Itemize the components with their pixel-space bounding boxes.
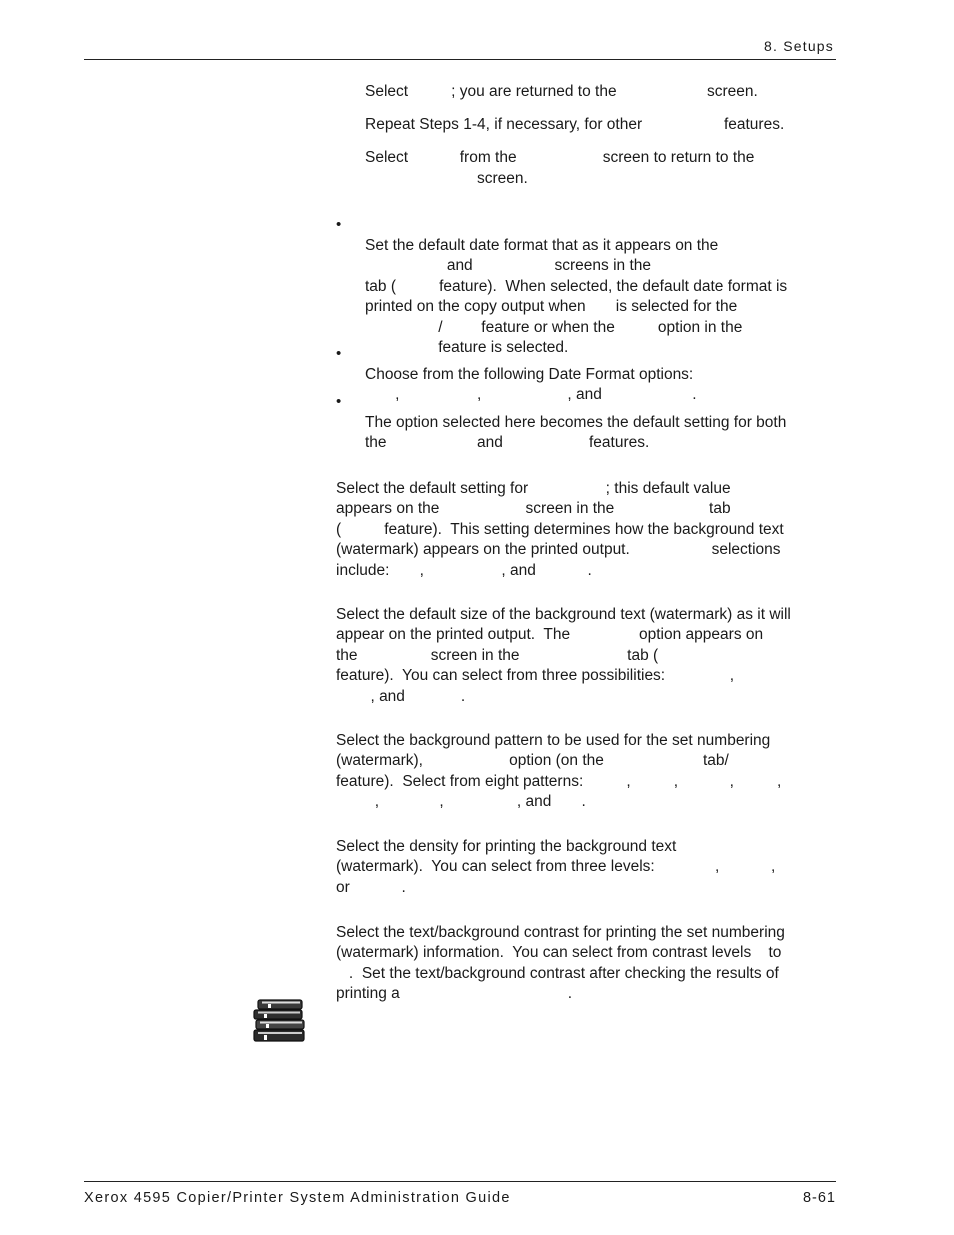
page-number: 8-61 [802, 1190, 836, 1206]
step-7 [365, 148, 754, 189]
text-line: (watermark) information. You can select from contrast levels to [336, 944, 782, 961]
text-line: Choose from the following Date Format options: [365, 365, 694, 383]
text-line: Select the background pattern to be used for the set numbering [336, 731, 771, 749]
step-5 [365, 82, 758, 103]
text-line: / feature or when the option in the [365, 318, 743, 336]
text-line: Select the density for printing the background text [336, 837, 677, 855]
text-line: include: , , and . [336, 561, 592, 579]
text-line: printing a . [336, 985, 573, 1002]
text-line: and screens in the [365, 257, 652, 274]
text-line: appears on the screen in the tab [336, 500, 731, 517]
text-line: ( feature). This setting determines how the background text [336, 520, 784, 538]
step-5-line: Select ; you are returned to the screen. [365, 83, 758, 100]
text-line: (watermark). You can select from three levels: , , [336, 858, 776, 875]
text-line: (watermark), option (on the tab/ [336, 752, 729, 769]
text-line: . Set the text/background contrast after checking the results of [336, 964, 779, 982]
text-line: Select the default setting for ; this default value [336, 479, 731, 497]
text-line: or . [336, 878, 406, 896]
bullet-marker: • [336, 216, 342, 233]
step-7-line: Select from the screen to return to the [365, 149, 755, 166]
text-line: (watermark) appears on the printed output. selections [336, 541, 781, 558]
paragraph-text-effect [336, 458, 784, 581]
text-line: Select the text/background contrast for printing the set numbering [336, 923, 785, 941]
text-line: Select the default size of the background text (watermark) as it will [336, 605, 791, 623]
text-line: appear on the printed output. The option appears on [336, 626, 764, 643]
text-line: tab ( feature). When selected, the default date format is [365, 277, 788, 295]
bullet-marker: • [336, 393, 342, 410]
text-line: , , , and . [365, 386, 697, 403]
paragraph-background-pattern [336, 710, 781, 813]
paragraph-contrast [336, 902, 785, 1005]
footer-title: Xerox 4595 Copier/Printer System Administration Guide [84, 1190, 511, 1206]
text-line: feature). Select from eight patterns: , , , , [336, 772, 782, 790]
header-rule [84, 59, 836, 60]
book-stack-icon [252, 998, 308, 1046]
footer-rule [84, 1181, 836, 1182]
step-7-line: screen. [365, 169, 528, 187]
text-line: feature is selected. [365, 339, 569, 356]
text-line: Set the default date format that as it appears on the [365, 236, 719, 254]
date-bullet-1 [365, 215, 787, 359]
step-6-line: Repeat Steps 1-4, if necessary, for other features. [365, 116, 785, 133]
paragraph-text-size [336, 584, 791, 707]
text-line: The option selected here becomes the default setting for both [365, 413, 787, 431]
text-line: printed on the copy output when is selected for the [365, 298, 738, 315]
text-line: , and . [336, 687, 466, 705]
section-header: 8. Setups [764, 38, 834, 54]
text-line: feature). You can select from three possibilities: , [336, 667, 735, 684]
date-bullet-3 [365, 392, 786, 454]
bullet-marker: • [336, 345, 342, 362]
text-line: the screen in the tab ( [336, 646, 659, 664]
paragraph-density [336, 816, 775, 898]
step-6 [365, 115, 784, 136]
text-line: , , , and . [336, 793, 586, 810]
text-line: the and features. [365, 434, 650, 451]
